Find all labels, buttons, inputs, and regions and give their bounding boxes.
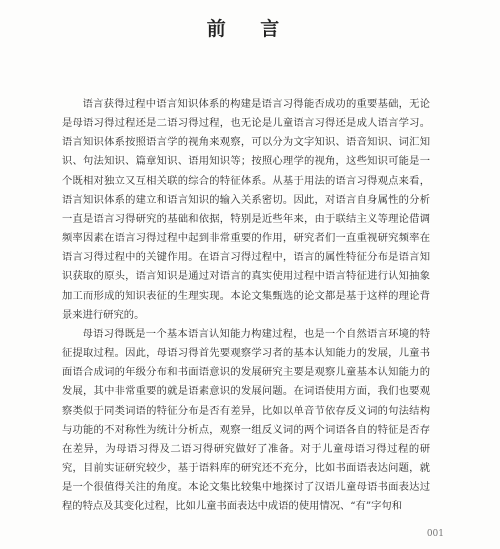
body-text xyxy=(62,95,430,516)
page-number: 001 xyxy=(426,529,444,539)
page-title: 前 言 xyxy=(206,18,294,40)
paragraph-2: 母语习得既是一个基本语言认知能力构建过程，也是一个自然语言环境的特征提取过程。因此，母语习得首先要观察学习者的基本认知能力的发展，儿童书面语合成词的年级分布和书面语意识的发展研究主要是观察儿童基本认知能力的发展，其中非常重要的就是语素意识的发展问题。在词语使用方面，我们也要观察类似于同类词语的特征分布是否有差异，比如以单音节依存反义词的句法结构与功能的不对称性为统计分析点，观察一组反义词的两个词语各自的特征是否存在差异，为母语习得及二语习得研究做好了准备。对于儿童母语习得过程的研究，目前实证研究较少，基于语料库的研究还不充分，比如书面语表达问题，就是一个很值得关注的角度。本论文集比较集中地探讨了汉语儿童母语书面表达过程的特点及其变化过程，比如儿童书面表达中成语的使用情况、“有”字句和 xyxy=(62,327,430,513)
paragraph-1: 语言获得过程中语言知识体系的构建是语言习得能否成功的重要基础，无论是母语习得过程还是二语习得过程，也无论是儿童语言习得还是成人语言学习。语言知识体系按照语言学的视角来观察，可以分为文字知识、语音知识、词汇知识、句法知识、篇章知识、语用知识等；按照心理学的视角，这些知识可能是一个既相对独立又互相关联的综合的特征体系。从基于用法的语言习得观点来看，语言知识体系的建立和语言知识的输入关系密切。因此，对语言自身属性的分析一直是语言习得研究的基础和依据，特别是近些年来，由于联结主义等理论借调频率因素在语言习得过程中起到非常重要的作用，研究者们一直重视研究频率在语言习得过程中的关键作用。在语言习得过程中，语言的属性特征分布是语言知识获取的原头，语言知识是通过对语言的真实使用过程中语言特征进行认知抽象加工而形成的知识表征的生理实现。本论文集甄选的论文都是基于这样的理论背景来进行研究的。 xyxy=(62,98,430,321)
